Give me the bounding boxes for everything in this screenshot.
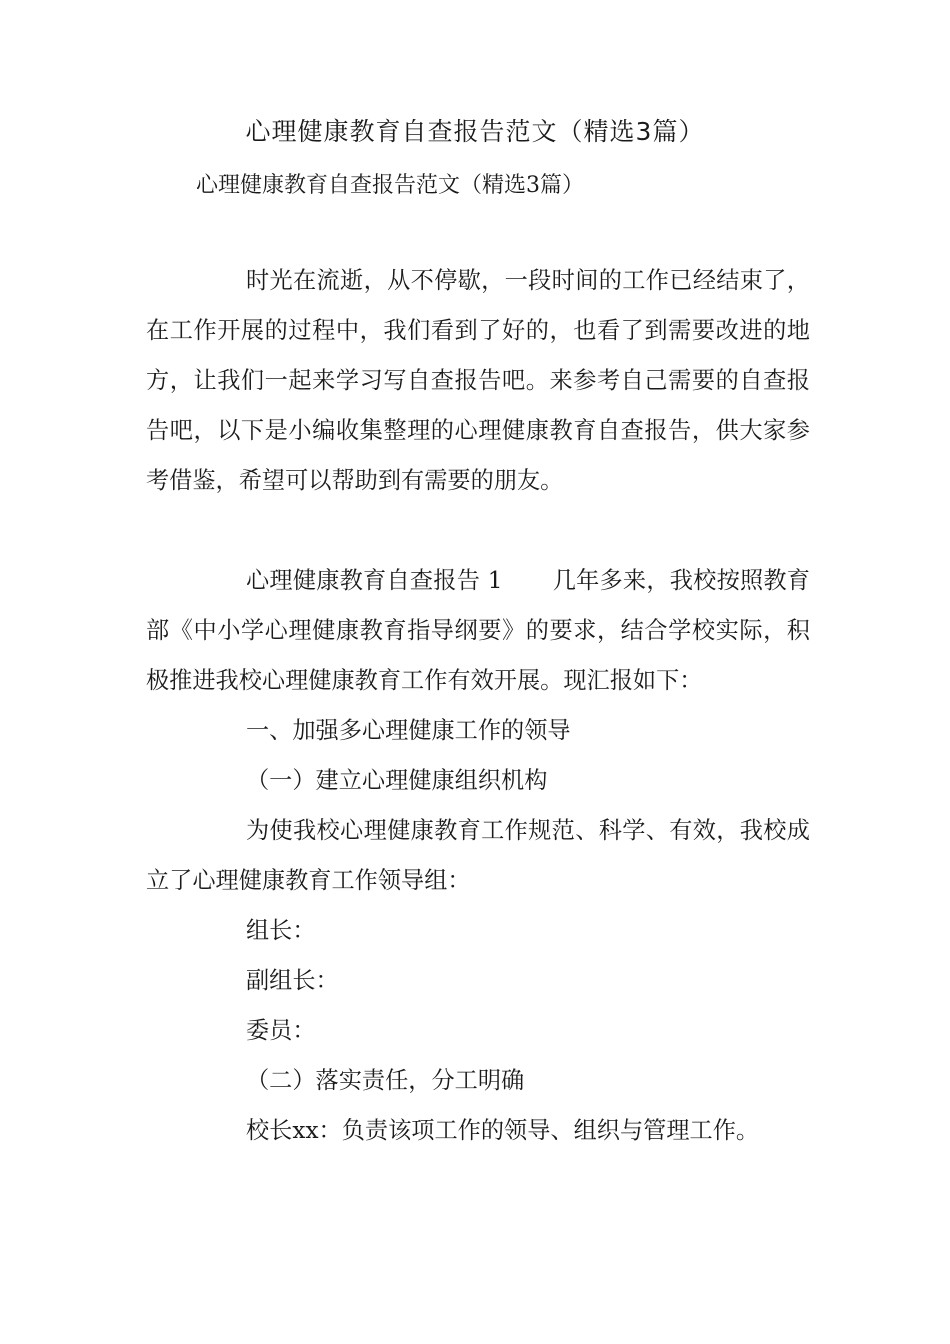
intro-paragraph: 时光在流逝，从不停歇，一段时间的工作已经结束了，在工作开展的过程中，我们看到了好的，也看了到需要改进的地方，让我们一起来学习写自查报告吧。来参考自己需要的自查报告吧，以下是小编收集整理的心理健康教育自查报告，供大家参考借鉴，希望可以帮助到有需要的朋友。 — [146, 267, 810, 494]
leader-label: 组长： — [246, 917, 316, 944]
report1-intro: 几年多来，我校按照教育部《中小学心理健康教育指导纲要》的要求，结合学校实际，积极推进我校心理健康教育工作有效开展。现汇报如下： — [146, 567, 810, 694]
member-label: 委员： — [246, 1017, 316, 1044]
section1-heading: 一、加强多心理健康工作的领导 — [246, 717, 571, 744]
principal-duty: 校长xx：负责该项工作的领导、组织与管理工作。 — [246, 1117, 760, 1144]
document-title: 心理健康教育自查报告范文（精选3篇） — [245, 117, 705, 146]
document-subtitle: 心理健康教育自查报告范文（精选3篇） — [196, 173, 584, 198]
sub1-heading: （一）建立心理健康组织机构 — [246, 767, 548, 794]
vice-leader-label: 副组长： — [246, 967, 339, 994]
sub1-text: 为使我校心理健康教育工作规范、科学、有效，我校成立了心理健康教育工作领导组： — [146, 817, 810, 894]
report1-paragraph — [146, 556, 810, 706]
document-body — [146, 256, 810, 1156]
sub2-heading: （二）落实责任，分工明确 — [246, 1067, 525, 1094]
paragraph-gap — [146, 506, 810, 556]
report1-heading: 心理健康教育自查报告 1 — [246, 567, 503, 594]
